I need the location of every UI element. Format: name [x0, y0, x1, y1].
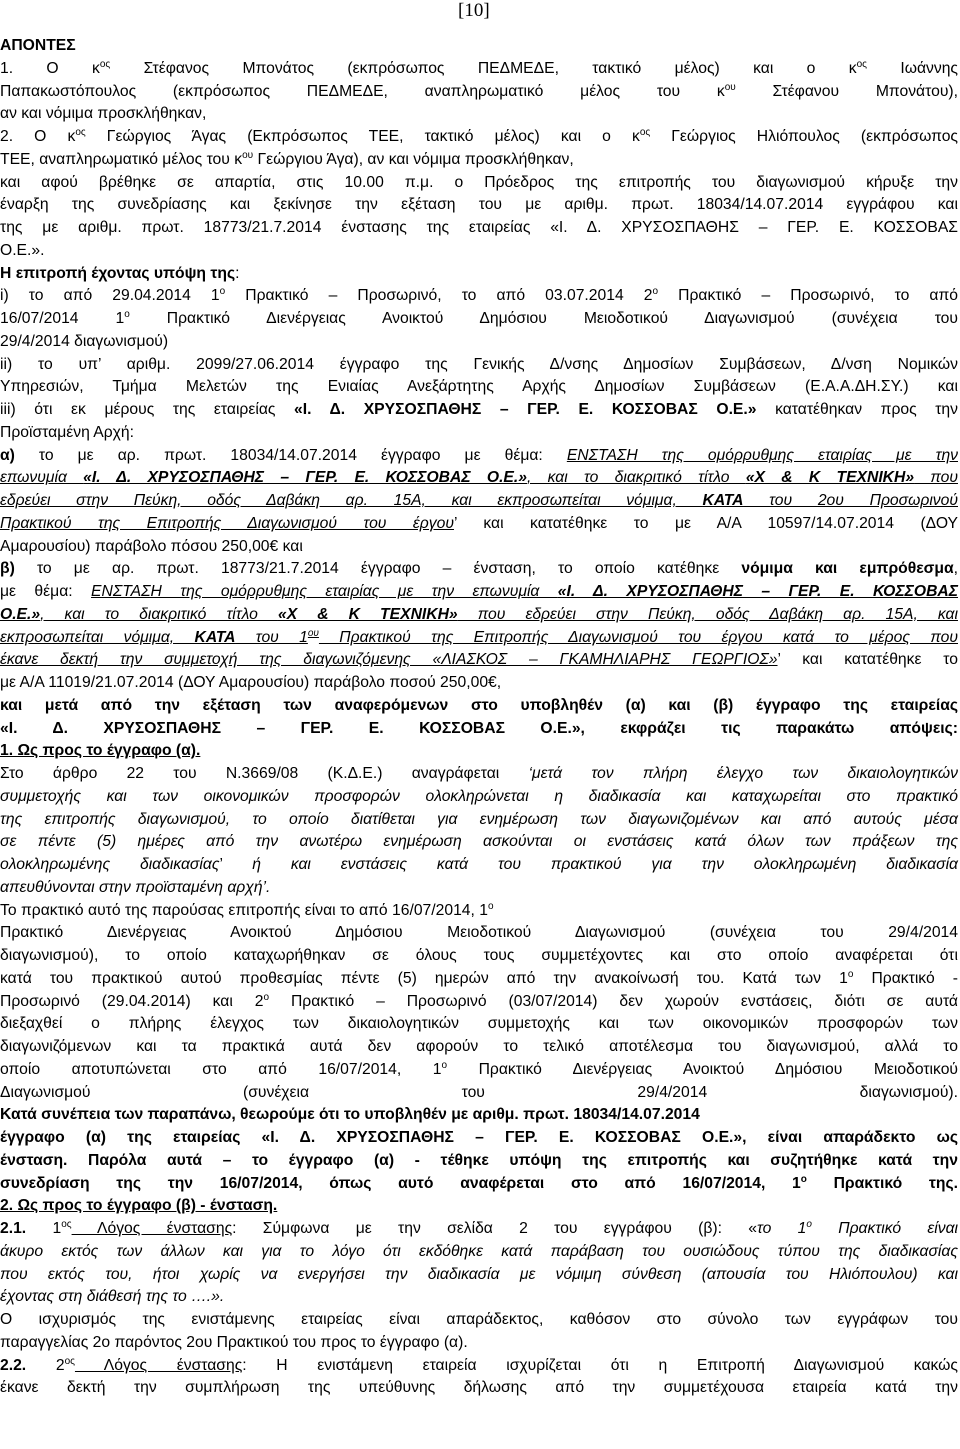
text-line	[0, 1219, 958, 1239]
superscript: ο	[652, 286, 659, 298]
text-run: , και το διακριτικό τίτλο	[526, 469, 746, 487]
text-run: Πρακτικού της Επιτροπής Διαγωνισμού του έργου κατά το μέρος που	[318, 628, 958, 646]
text-line	[0, 696, 958, 716]
text-run: έναρξη της συνεδρίασης και ξεκίνησε την εξέταση του με αριθμ. πρωτ. 18034/14.07.2014 εγγράφου και	[0, 196, 958, 214]
text-run: , και το διακριτικό τίτλο	[40, 605, 278, 623]
text-run: Κατά συνέπεια των παραπάνω, θεωρούμε ότι το υποβληθέν με αριθμ. πρωτ. 18034/14.07.2014	[0, 1106, 700, 1124]
text-line	[0, 1378, 958, 1398]
text-run: 2. Ο κ	[0, 128, 76, 145]
text-run: Υπηρεσιών, Τμήμα Μελετών της Ενιαίας Ανεξάρτητης Αρχής Δημοσίων Συμβάσεων (Ε.Α.Α.ΔΗ.ΣΥ.) και	[0, 378, 958, 396]
text-run: Πρακτικό – Προσωρινό (03/07/2014) δεν χωρούν ενστάσεις, διότι σε αυτά	[269, 992, 959, 1010]
superscript: ος	[64, 1355, 75, 1367]
text-line	[0, 1196, 958, 1216]
text-line	[0, 992, 958, 1012]
text-line	[0, 309, 958, 329]
text-run: έχοντας στη διάθεσή της το ….».	[0, 1288, 225, 1306]
text-run: Πρακτικό Διενέργειας Ανοικτού Δημόσιου Μειοδοτικού Διαγωνισμού (συνέχεια του	[129, 310, 958, 327]
text-line	[0, 150, 958, 170]
text-run: «Χ & Κ ΤΕΧΝΙΚΗ»	[745, 469, 915, 487]
text-line	[0, 1151, 958, 1171]
text-run: Ο ισχυρισμός της ενιστάμενης εταιρείας είναι απαράδεκτος, καθόσον στο σύνολο των εγγράφων του	[0, 1311, 958, 1328]
text-line	[0, 537, 958, 557]
text-run: Λόγος ένστασης	[74, 1356, 243, 1374]
superscript: ο	[124, 309, 130, 320]
superscript: ος	[61, 1219, 72, 1230]
text-run: συμμετοχής και των οικονομικών προσφορών ολοκληρώνεται η διαδικασία και καταχωρείται στο πρακτικό	[0, 787, 958, 805]
text-line	[0, 1356, 958, 1376]
text-run: iii) ότι εκ μέρους της εταιρείας	[0, 401, 295, 418]
text-run: «Χ & Κ ΤΕΧΝΙΚΗ»	[277, 605, 458, 623]
text-run: Το πρακτικό αυτό της παρούσας επιτροπής είναι το από 16/07/2014, 1	[0, 901, 488, 919]
superscript: ος	[639, 127, 651, 138]
text-run: ολοκληρωμένης διαδικασίας	[0, 856, 220, 873]
text-line	[0, 1174, 958, 1194]
text-line	[0, 764, 958, 784]
text-run: Ο.Ε.»	[0, 605, 41, 623]
text-run: Ο.Ε.».	[0, 241, 45, 259]
text-run: Στέφανος Μπονάτος (εκπρόσωπος ΠΕΔΜΕΔΕ, τακτικό μέλος) και ο κ	[110, 59, 857, 77]
text-run: ΑΠΟΝΤΕΣ	[0, 37, 76, 54]
text-run: με θέμα:	[0, 583, 92, 600]
text-run: ΚΑΤΑ	[702, 492, 744, 509]
text-line	[0, 446, 958, 466]
text-run: εδρεύει στην Πεύκη, οδός Δαβάκη αρ. 15Α, και εκπροσωπείται νόμιμα,	[0, 492, 703, 509]
text-run: κατά του πρακτικού αυτού προθεσμίας πέντε (5) ημερών από την ανακοίνωσή του. Κατά των 1	[0, 969, 848, 987]
text-run: Αμαρουσίου) παράβολο πόσου 250,00€ και	[0, 537, 303, 555]
text-run: έκανε δεκτή την συμπλήρωση της υπεύθυνης δήλωσης από την συμμετέχουσα εταιρεία κατά την	[0, 1379, 958, 1397]
superscript: ος	[75, 127, 86, 138]
text-run: ΚΑΤΑ	[194, 628, 236, 646]
text-run: ΕΝΣΤΑΣΗ της ομόρρυθμης εταιρίας με την	[566, 446, 958, 464]
text-run: 2.1.	[0, 1220, 27, 1237]
text-line	[0, 878, 958, 898]
text-line	[0, 127, 958, 147]
text-run: Πρακτικού της Επιτροπής Διαγωνισμού του έργου	[0, 514, 454, 532]
text-run: «Ι. Δ. ΧΡΥΣΟΣΠΑΘΗΣ – ΓΕΡ. Ε. ΚΟΣΣΟΒΑΣ Ο.Ε.»	[294, 401, 757, 418]
text-run: αν και νόμιμα προσκλήθηκαν,	[0, 105, 207, 123]
superscript: ο	[441, 1059, 448, 1071]
text-run: της επιτροπής διαγωνισμού, το οποίο διατίθεται για ενημέρωση των διαγωνιζομένων και από αυτούς μέσα	[0, 810, 958, 828]
superscript: ο	[847, 968, 854, 980]
text-run: διαγωνισμού), το οποίο καταχωρήθηκαν σε όλους τους συμμετέχοντες και στο οποίο αναφέρεται ότι	[0, 947, 958, 964]
text-run: το 1	[756, 1220, 807, 1237]
text-line	[0, 1083, 958, 1103]
text-line	[0, 173, 958, 193]
text-line	[0, 1287, 958, 1307]
text-run: : Σύμφωνα με την σελίδα 2 του εγγράφου (β): «	[232, 1220, 757, 1237]
text-run: 1. Ο κ	[0, 59, 100, 77]
text-line	[0, 810, 958, 830]
superscript: ο	[487, 900, 494, 912]
text-line	[0, 741, 958, 761]
text-line	[0, 605, 958, 625]
text-run: Προϊσταμένη Αρχή:	[0, 423, 134, 441]
text-run: ΤΕΕ, αναπληρωματικό μέλος του κ	[0, 150, 243, 168]
text-run: ’ και κατατέθηκε το με Α/Α 10597/14.07.2014 (ΔΟΥ	[453, 514, 958, 532]
text-run: και αφού βρέθηκε σε απαρτία, στις 10.00 π.μ. ο Πρόεδρος της επιτροπής του διαγωνισμού κήρυξε την	[0, 173, 958, 191]
text-line	[0, 1128, 958, 1148]
superscript: ου	[242, 149, 254, 161]
text-run: Γεώργιος Ηλιόπουλος (εκπρόσωπος	[650, 128, 958, 145]
text-line	[0, 582, 958, 602]
text-line	[0, 241, 958, 261]
text-line	[0, 355, 958, 375]
text-run: : Η ενιστάμενη εταιρεία ισχυρίζεται ότι η Επιτροπή Διαγωνισμού κακώς	[242, 1356, 958, 1374]
text-run: α)	[0, 446, 15, 464]
text-line	[0, 946, 958, 966]
page-number: [10]	[458, 0, 490, 21]
text-run: παραγγελίας 2ο παρόντος 2ου Πρακτικού του προς το έγγραφο (α).	[0, 1333, 468, 1351]
text-run: Πρακτικό – Προσωρινό, το από 03.07.2014 2	[225, 287, 653, 305]
text-run: του 1	[235, 628, 308, 646]
text-run: :	[235, 264, 240, 282]
text-run: σε πέντε (5) ημέρες από την ανωτέρω ενημέρωση ασκούνται οι ενστάσεις κατά όλων των πράξεων της	[0, 833, 958, 851]
superscript: ο	[806, 1219, 812, 1230]
text-run: Πρακτικό -	[853, 969, 958, 987]
text-run: Πρακτικό Διενέργειας Ανοικτού Δημόσιου Μειοδοτικού	[447, 1060, 958, 1078]
text-run: ’ και κατατέθηκε το	[777, 651, 958, 669]
text-run: Γεώργιος Άγας (Εκπρόσωπος ΤΕΕ, τακτικό μέλος) και ο κ	[85, 128, 640, 145]
text-run: 2	[26, 1356, 65, 1374]
text-run: εκπροσωπείται νόμιμα,	[0, 628, 195, 646]
text-run: «Ι. Δ. ΧΡΥΣΟΣΠΑΘΗΣ – ΓΕΡ. Ε. ΚΟΣΣΟΒΑΣ	[557, 583, 959, 600]
text-line	[0, 514, 958, 534]
text-line	[0, 650, 958, 670]
text-run: Παπακωστόπουλος (εκπρόσωπος ΠΕΔΜΕΔΕ, αναπληρωματικό μέλος του κ	[0, 82, 725, 100]
text-line	[0, 264, 958, 284]
text-run: Πρακτικό – Προσωρινό, το από	[658, 287, 959, 305]
text-line	[0, 855, 958, 875]
superscript: ου	[307, 627, 319, 639]
text-line	[0, 673, 958, 693]
text-run: άκυρο εκτός των άλλων και για το λόγο ότι εκδόθηκε κατά παράβαση του ουσιώδους τύπου της διαδικασίας	[0, 1242, 958, 1260]
text-run: κατατέθηκαν προς την	[756, 401, 958, 418]
text-run: i) το από 29.04.2014 1	[0, 287, 220, 305]
text-line	[0, 377, 958, 397]
superscript: ο	[219, 286, 226, 298]
text-run: Προσωρινό (29.04.2014) και 2	[0, 992, 264, 1010]
text-run: συνεδρίαση της την 16/07/2014, όπως αυτό αναφέρεται στο από 16/07/2014, 1	[0, 1174, 801, 1192]
text-run: νόμιμα και εμπρόθεσμα	[741, 560, 954, 578]
text-line	[0, 286, 958, 306]
text-run: ένσταση. Παρόλα αυτά – το έγγραφο (α) - τέθηκε υπόψη της επιτροπής και συζητήθηκε κατά την	[0, 1151, 958, 1169]
text-run: οποίο αποτυπώνεται στο από 16/07/2014, 1	[0, 1060, 442, 1078]
text-run: που εδρεύει στην Πεύκη, οδός Δαβάκη αρ. 15Α, και	[457, 605, 958, 623]
text-line	[0, 104, 958, 124]
text-line	[0, 36, 958, 56]
text-line	[0, 1265, 958, 1285]
superscript: ου	[724, 81, 736, 93]
text-line	[0, 59, 958, 79]
text-run: Ιωάννης	[866, 59, 958, 77]
text-run: της με αριθμ. πρωτ. 18773/21.7.2014 ένστασης της εταιρείας «Ι. Δ. ΧΡΥΣΟΣΠΑΘΗΣ – ΓΕΡ. Ε. ΚΟΣΣΟΒΑΣ	[0, 219, 958, 236]
text-line	[0, 1310, 958, 1330]
text-line	[0, 628, 958, 648]
text-line	[0, 901, 958, 921]
text-line	[0, 1014, 958, 1034]
text-run: Λόγος ένστασης	[71, 1220, 233, 1237]
text-run: επωνυμία	[0, 469, 84, 487]
text-run: 2. Ως προς το έγγραφο (β) - ένσταση.	[0, 1197, 278, 1215]
text-line	[0, 719, 958, 739]
text-run: με Α/Α 11019/21.07.2014 (ΔΟΥ Αμαρουσίου) παράβολο ποσού 250,00€,	[0, 674, 502, 691]
text-run: «Ι. Δ. ΧΡΥΣΟΣΠΑΘΗΣ – ΓΕΡ. Ε. ΚΟΣΣΟΒΑΣ Ο.Ε.», εκφράζει τις παρακάτω απόψεις:	[0, 719, 958, 737]
text-run: Πρακτικό Διενέργειας Ανοικτού Δημόσιου Μειοδοτικού Διαγωνισμού (συνέχεια του 29/4/2014	[0, 924, 958, 942]
text-line	[0, 1333, 958, 1353]
text-run: 16/07/2014 1	[0, 310, 125, 327]
text-run: και μετά από την εξέταση των αναφερόμενων στο υποβληθέν (α) και (β) έγγραφο της εταιρείας	[0, 696, 958, 714]
text-run: ’	[219, 856, 253, 873]
text-run: που	[914, 469, 958, 487]
text-run: 1. Ως προς το έγγραφο (α).	[0, 742, 201, 760]
text-run: το με αρ. πρωτ. 18773/21.7.2014 έγγραφο – ένσταση, το οποίο κατέθηκε	[14, 560, 742, 578]
text-line	[0, 923, 958, 943]
text-line	[0, 1037, 958, 1057]
text-run: Η επιτροπή έχοντας υπόψη της	[0, 264, 236, 282]
text-line	[0, 787, 958, 807]
text-run: ή και ενστάσεις κατά του πρακτικού για την ολοκληρωμένη διαδικασία	[252, 856, 958, 873]
text-run: Γεώργιου Άγα), αν και νόμιμα προσκλήθηκαν,	[253, 150, 574, 168]
superscript: ο	[800, 1173, 807, 1185]
text-run: 29/4/2014 διαγωνισμού)	[0, 332, 169, 350]
text-run: β)	[0, 560, 15, 578]
superscript: ος	[99, 58, 111, 70]
text-run: που εκτός του, ήτοι χωρίς να ενεργήσει την διαδικασία με νόμιμη σύνθεση (απουσία του Ηλιόπουλου) και	[0, 1265, 958, 1283]
text-line	[0, 218, 958, 238]
text-line	[0, 969, 958, 989]
text-run: 2.2.	[0, 1356, 27, 1374]
text-run: ‘μετά τον πλήρη έλεγχο των δικαιολογητικών	[528, 765, 958, 782]
superscript: ο	[263, 991, 270, 1003]
text-run: ii) το υπ’ αριθμ. 2099/27.06.2014 έγγραφο της Γενικής Δ/νσης Δημοσίων Συμβάσεων, Δ/νση Νομικών	[0, 355, 958, 373]
text-run: Στέφανου Μπονάτου),	[735, 82, 958, 100]
text-run: απευθύνονται στην προϊσταμένη αρχή’.	[0, 878, 271, 896]
text-run: διαγωνιζόμενων και τα πρακτικά αυτά δεν αφορούν το τελικό αποτέλεσμα του διαγωνισμού, αλλά το	[0, 1038, 958, 1055]
text-line	[0, 1105, 958, 1125]
text-line	[0, 491, 958, 511]
text-run: ,	[953, 560, 958, 578]
text-run: ΕΝΣΤΑΣΗ της ομόρρυθμης εταιρίας με την επωνυμία	[91, 583, 558, 600]
text-line	[0, 832, 958, 852]
text-run: διεξαχθεί ο πλήρης έλεγχος των δικαιολογητικών συμμετοχής και των οικονομικών προσφορών των	[0, 1015, 958, 1033]
text-run: έγγραφο (α) της εταιρείας «Ι. Δ. ΧΡΥΣΟΣΠΑΘΗΣ – ΓΕΡ. Ε. ΚΟΣΣΟΒΑΣ Ο.Ε.», είναι απαράδεκτο ως	[0, 1129, 958, 1146]
text-line	[0, 423, 958, 443]
superscript: ος	[856, 58, 867, 70]
text-line	[0, 1242, 958, 1262]
text-line	[0, 332, 958, 352]
text-run: Πρακτικό είναι	[811, 1220, 959, 1237]
text-run: του 2ου Προσωρινού	[743, 492, 958, 509]
text-run: έκανε δεκτή την συμμετοχή της διαγωνιζόμενης «ΛΙΑΣΚΟΣ – ΓΚΑΜΗΛΙΑΡΗΣ ΓΕΩΡΓΙΟΣ»	[0, 651, 778, 669]
text-run: «Ι. Δ. ΧΡΥΣΟΣΠΑΘΗΣ – ΓΕΡ. Ε. ΚΟΣΣΟΒΑΣ Ο.Ε.»	[83, 469, 527, 487]
text-run: Στο άρθρο 22 του Ν.3669/08 (Κ.Δ.Ε.) αναγράφεται	[0, 765, 529, 782]
text-line	[0, 1060, 958, 1080]
text-line	[0, 468, 958, 488]
text-line	[0, 559, 958, 579]
text-run: 1	[26, 1220, 62, 1237]
text-line	[0, 400, 958, 420]
text-run: Διαγωνισμού (συνέχεια του 29/4/2014 διαγωνισμού).	[0, 1083, 958, 1101]
text-line	[0, 82, 958, 102]
text-line	[0, 195, 958, 215]
text-run: το με αρ. πρωτ. 18034/14.07.2014 έγγραφο με θέμα:	[14, 446, 567, 464]
text-run: Πρακτικό της.	[806, 1174, 958, 1192]
